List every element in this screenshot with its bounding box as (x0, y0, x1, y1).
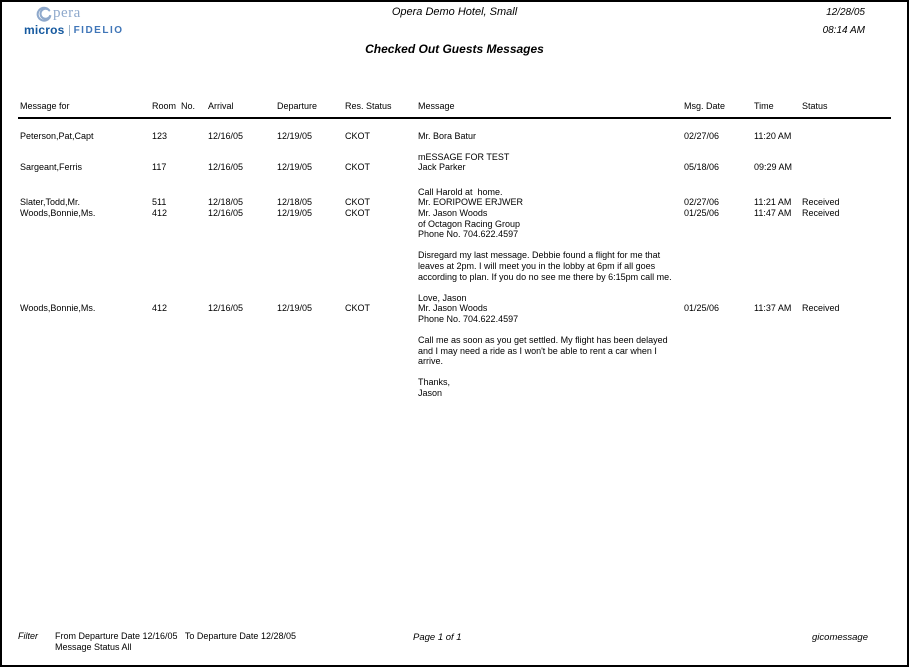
report-code: gicomessage (812, 632, 868, 643)
time-cell: 11:37 AM (754, 303, 792, 314)
departure-cell: 12/19/05 (277, 207, 313, 218)
table-row (2, 152, 907, 173)
report-date: 12/28/05 (826, 7, 865, 18)
table-row (2, 303, 907, 398)
table-rows (2, 131, 907, 399)
message-line: Call Harold at home. (418, 186, 503, 197)
message-for-cell: Sargeant,Ferris (20, 162, 83, 173)
message-line: mESSAGE FOR TEST (418, 151, 510, 162)
message-line: according to plan. If you do no see me there by 6:15pm call me. (418, 271, 672, 282)
arrival-cell: 12/16/05 (208, 303, 244, 314)
res-status-cell: CKOT (345, 207, 371, 218)
msg-date-cell: 02/27/06 (684, 197, 720, 208)
msg-date-cell: 02/27/06 (684, 131, 720, 141)
status-cell: Received (802, 197, 840, 208)
room-cell: 412 (152, 303, 168, 314)
arrival-cell: 12/16/05 (208, 162, 244, 173)
status-cell: Received (802, 207, 840, 218)
msg-date-cell: 01/25/06 (684, 207, 720, 218)
room-cell: 117 (152, 162, 167, 173)
message-cell (418, 131, 703, 142)
column-header-departure: Departure (277, 101, 318, 111)
message-line: Call me as soon as you get settled. My flight has been delayed (418, 335, 668, 346)
message-cell (418, 187, 703, 208)
res-status-cell: CKOT (345, 162, 371, 173)
filter-message-status: Message Status All (55, 642, 132, 652)
message-for-cell: Slater,Todd,Mr. (20, 197, 81, 208)
column-header-room-no: Room No. (152, 101, 196, 111)
message-line: Mr. Jason Woods (418, 207, 488, 218)
column-header-message: Message (418, 101, 455, 111)
table-row (2, 187, 907, 208)
departure-cell: 12/19/05 (277, 162, 313, 173)
message-line: Phone No. 704.622.4597 (418, 229, 519, 240)
column-header-res-status: Res. Status (345, 101, 392, 111)
message-cell (418, 152, 703, 173)
message-line: Jason (418, 388, 443, 399)
logo-divider (69, 25, 70, 36)
filter-date-range: From Departure Date 12/16/05 To Departure Date 12/28/05 (55, 631, 296, 641)
time-cell: 09:29 AM (754, 162, 793, 173)
report-time: 08:14 AM (822, 25, 865, 36)
column-header-msg-date: Msg. Date (684, 101, 726, 111)
opera-logo-text: pera (53, 5, 81, 21)
message-for-cell: Woods,Bonnie,Ms. (20, 303, 96, 314)
message-line: Disregard my last message. Debbie found a flight for me that (418, 250, 661, 261)
hotel-name: Opera Demo Hotel, Small (391, 6, 518, 18)
departure-cell: 12/19/05 (277, 303, 313, 314)
res-status-cell: CKOT (345, 303, 371, 314)
message-line: Mr. Jason Woods (418, 303, 488, 314)
message-line: arrive. (418, 356, 444, 367)
message-line: Jack Parker (418, 162, 466, 173)
departure-cell: 12/18/05 (277, 197, 313, 208)
table-row (2, 131, 907, 142)
fidelio-logo-text: FIDELIO (73, 24, 124, 36)
message-line: Mr. EORIPOWE ERJWER (418, 197, 524, 208)
message-line (418, 367, 703, 378)
arrival-cell: 12/18/05 (208, 197, 244, 208)
time-cell: 11:47 AM (754, 207, 792, 218)
message-line: Phone No. 704.622.4597 (418, 313, 519, 324)
res-status-cell: CKOT (345, 197, 371, 208)
time-cell: 11:21 AM (754, 197, 792, 208)
column-header-arrival: Arrival (208, 101, 234, 111)
time-cell: 11:20 AM (754, 131, 792, 141)
filter-label: Filter (18, 631, 38, 641)
message-line: Thanks, (418, 377, 451, 388)
arrival-cell: 12/16/05 (208, 207, 244, 218)
message-line: Mr. Bora Batur (418, 131, 477, 141)
room-cell: 123 (152, 131, 168, 141)
message-line (418, 282, 703, 293)
message-for-cell: Peterson,Pat,Capt (20, 131, 94, 141)
status-cell: Received (802, 303, 840, 314)
header-rule (18, 117, 891, 119)
column-header-message-for: Message for (20, 101, 70, 111)
micros-fidelio-logo (24, 23, 164, 37)
message-line: and I may need a ride as I won't be able to rent a car when I (418, 345, 657, 356)
room-cell: 511 (152, 197, 167, 208)
message-line: Love, Jason (418, 292, 467, 303)
message-line: of Octagon Racing Group (418, 218, 521, 229)
arrival-cell: 12/16/05 (208, 131, 244, 141)
report-footer (2, 620, 907, 665)
page-number: Page 1 of 1 (413, 632, 462, 643)
message-for-cell: Woods,Bonnie,Ms. (20, 207, 96, 218)
message-line: leaves at 2pm. I will meet you in the lobby at 6pm if all goes (418, 260, 656, 271)
column-header-status: Status (802, 101, 828, 111)
message-line (418, 240, 703, 251)
room-cell: 412 (152, 207, 168, 218)
departure-cell: 12/19/05 (277, 131, 313, 141)
msg-date-cell: 01/25/06 (684, 303, 720, 314)
res-status-cell: CKOT (345, 131, 371, 141)
micros-logo-text: micros (24, 23, 65, 37)
message-line (418, 325, 703, 336)
report-title: Checked Out Guests Messages (365, 42, 544, 56)
column-header-time: Time (754, 101, 774, 111)
msg-date-cell: 05/18/06 (684, 162, 720, 173)
message-cell (418, 303, 703, 398)
message-cell (418, 208, 703, 303)
table-row (2, 208, 907, 303)
